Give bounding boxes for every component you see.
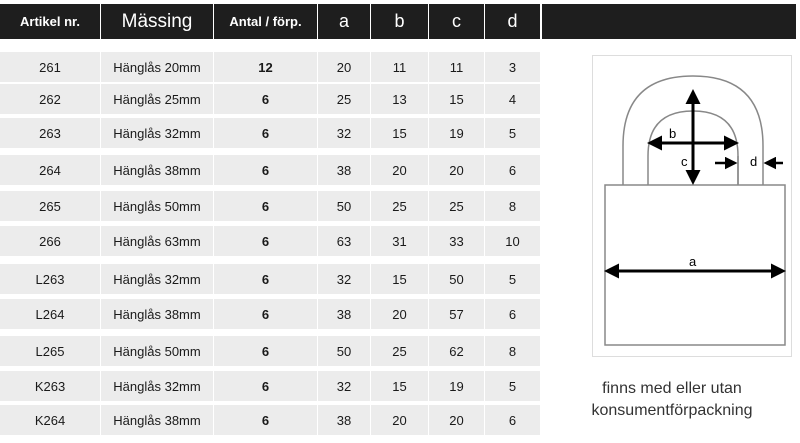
cell-description: Hänglås 50mm: [101, 191, 213, 221]
cell-c: 62: [429, 336, 484, 366]
cell-c: 19: [429, 371, 484, 401]
table-row: [0, 226, 540, 256]
cell-d: 5: [485, 264, 540, 294]
cell-d: 5: [485, 118, 540, 148]
cell-quantity: 12: [214, 52, 317, 82]
cell-quantity: 6: [214, 371, 317, 401]
cell-description: Hänglås 32mm: [101, 118, 213, 148]
cell-c: 25: [429, 191, 484, 221]
table-row: [0, 371, 540, 401]
cell-b: 15: [371, 264, 428, 294]
cell-article: L263: [0, 264, 100, 294]
cell-b: 31: [371, 226, 428, 256]
cell-b: 25: [371, 336, 428, 366]
cell-a: 38: [318, 405, 370, 435]
table-row: [0, 264, 540, 294]
cell-b: 20: [371, 299, 428, 329]
header-a: a: [318, 4, 370, 39]
cell-quantity: 6: [214, 84, 317, 114]
cell-c: 19: [429, 118, 484, 148]
cell-article: 265: [0, 191, 100, 221]
cell-description: Hänglås 38mm: [101, 405, 213, 435]
cell-b: 15: [371, 371, 428, 401]
table-row: [0, 52, 540, 82]
cell-description: Hänglås 38mm: [101, 155, 213, 185]
header-article: Artikel nr.: [0, 4, 100, 39]
cell-quantity: 6: [214, 405, 317, 435]
cell-d: 4: [485, 84, 540, 114]
header-material: Mässing: [101, 4, 213, 39]
cell-article: K264: [0, 405, 100, 435]
cell-description: Hänglås 38mm: [101, 299, 213, 329]
table-row: [0, 155, 540, 185]
cell-b: 13: [371, 84, 428, 114]
cell-b: 15: [371, 118, 428, 148]
table-row: [0, 191, 540, 221]
header-d: d: [485, 4, 540, 39]
cell-a: 32: [318, 371, 370, 401]
dimension-label-c: c: [681, 154, 688, 169]
cell-d: 5: [485, 371, 540, 401]
cell-quantity: 6: [214, 336, 317, 366]
cell-a: 38: [318, 155, 370, 185]
table-row: [0, 405, 540, 435]
cell-article: L265: [0, 336, 100, 366]
header-c: c: [429, 4, 484, 39]
cell-d: 8: [485, 191, 540, 221]
cell-a: 50: [318, 336, 370, 366]
dimension-label-d: d: [750, 154, 758, 169]
cell-c: 15: [429, 84, 484, 114]
cell-b: 20: [371, 155, 428, 185]
table-row: [0, 336, 540, 366]
cell-quantity: 6: [214, 191, 317, 221]
cell-c: 33: [429, 226, 484, 256]
padlock-diagram: [592, 55, 792, 357]
cell-d: 6: [485, 405, 540, 435]
dimension-label-a: a: [689, 254, 697, 269]
cell-article: K263: [0, 371, 100, 401]
cell-quantity: 6: [214, 226, 317, 256]
cell-quantity: 6: [214, 118, 317, 148]
cell-c: 20: [429, 405, 484, 435]
cell-description: Hänglås 25mm: [101, 84, 213, 114]
cell-description: Hänglås 32mm: [101, 371, 213, 401]
cell-d: 8: [485, 336, 540, 366]
cell-a: 63: [318, 226, 370, 256]
cell-description: Hänglås 50mm: [101, 336, 213, 366]
header-quantity: Antal / förp.: [214, 4, 317, 39]
cell-b: 11: [371, 52, 428, 82]
cell-a: 32: [318, 118, 370, 148]
packaging-note: [548, 378, 796, 422]
cell-article: 266: [0, 226, 100, 256]
cell-a: 25: [318, 84, 370, 114]
table-row: [0, 84, 540, 114]
cell-article: 261: [0, 52, 100, 82]
cell-a: 50: [318, 191, 370, 221]
cell-a: 20: [318, 52, 370, 82]
cell-c: 20: [429, 155, 484, 185]
cell-quantity: 6: [214, 155, 317, 185]
cell-d: 6: [485, 155, 540, 185]
cell-article: 262: [0, 84, 100, 114]
cell-article: L264: [0, 299, 100, 329]
cell-article: 263: [0, 118, 100, 148]
cell-d: 3: [485, 52, 540, 82]
cell-a: 32: [318, 264, 370, 294]
cell-b: 20: [371, 405, 428, 435]
header-diagram-bar: [542, 4, 796, 39]
cell-quantity: 6: [214, 264, 317, 294]
cell-article: 264: [0, 155, 100, 185]
cell-d: 6: [485, 299, 540, 329]
cell-b: 25: [371, 191, 428, 221]
cell-description: Hänglås 32mm: [101, 264, 213, 294]
cell-description: Hänglås 20mm: [101, 52, 213, 82]
table-row: [0, 299, 540, 329]
cell-a: 38: [318, 299, 370, 329]
padlock-dimension-drawing: [593, 56, 791, 356]
cell-quantity: 6: [214, 299, 317, 329]
cell-c: 57: [429, 299, 484, 329]
header-b: b: [371, 4, 428, 39]
table-row: [0, 118, 540, 148]
cell-c: 50: [429, 264, 484, 294]
cell-c: 11: [429, 52, 484, 82]
cell-d: 10: [485, 226, 540, 256]
packaging-note-line1: finns med eller utan: [602, 380, 742, 397]
cell-description: Hänglås 63mm: [101, 226, 213, 256]
dimension-label-b: b: [669, 126, 677, 141]
packaging-note-line2: konsumentförpackning: [591, 402, 753, 419]
